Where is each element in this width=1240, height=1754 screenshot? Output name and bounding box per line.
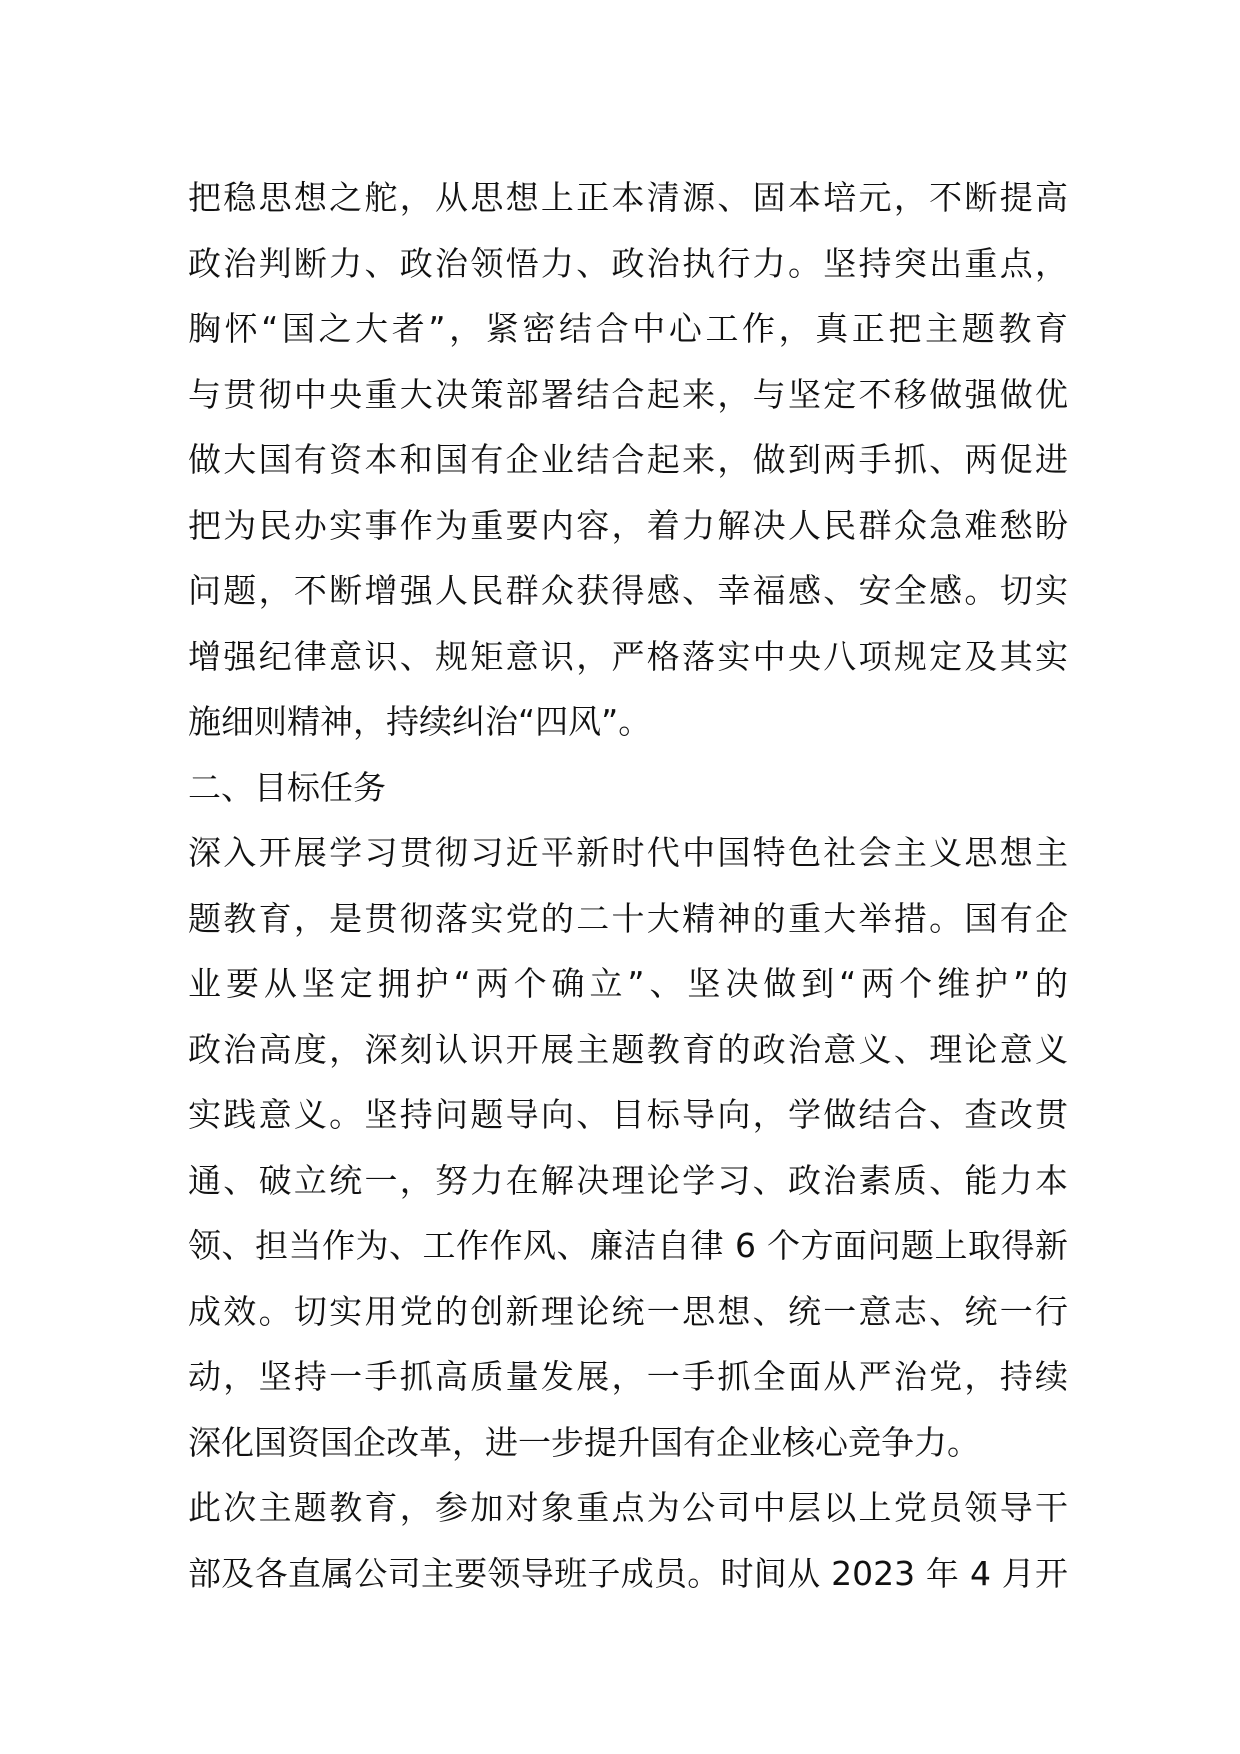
text-line-6: 把为民办实事作为重要内容，着力解决人民群众急难愁盼 (188, 505, 1068, 545)
text-line-20: 深化国资国企改革，进一步提升国有企业核心竞争力。 (188, 1422, 980, 1462)
text-line-2: 政治判断力、政治领悟力、政治执行力。坚持突出重点， (188, 243, 1068, 283)
text-line-7: 问题，不断增强人民群众获得感、幸福感、安全感。切实 (188, 571, 1068, 610)
text-line-11: 深入开展学习贯彻习近平新时代中国特色社会主义思想主 (188, 833, 1068, 872)
text-line-3: 胸怀“国之大者”，紧密结合中心工作，真正把主题教育 (188, 309, 1068, 348)
text-line-18: 成效。切实用党的创新理论统一思想、统一意志、统一行 (188, 1291, 1068, 1331)
text-line-22: 部及各直属公司主要领导班子成员。时间从 2023 年 4 月开 (188, 1553, 1068, 1593)
body-text (188, 165, 1068, 1606)
text-line-8: 增强纪律意识、规矩意识，严格落实中央八项规定及其实 (188, 636, 1068, 676)
text-line-1: 把稳思想之舵，从思想上正本清源、固本培元，不断提高 (188, 178, 1068, 217)
text-line-12: 题教育，是贯彻落实党的二十大精神的重大举措。国有企 (188, 898, 1068, 938)
text-line-15: 实践意义。坚持问题导向、目标导向，学做结合、查改贯 (188, 1095, 1068, 1134)
text-line-9: 施细则精神，持续纠治“四风”。 (188, 702, 652, 741)
text-line-5: 做大国有资本和国有企业结合起来，做到两手抓、两促进 (188, 440, 1068, 479)
text-line-17: 领、担当作为、工作作风、廉洁自律 6 个方面问题上取得新 (188, 1226, 1068, 1265)
text-line-19: 动，坚持一手抓高质量发展，一手抓全面从严治党，持续 (188, 1357, 1068, 1396)
text-line-4: 与贯彻中央重大决策部署结合起来，与坚定不移做强做优 (188, 374, 1068, 414)
text-line-16: 通、破立统一，努力在解决理论学习、政治素质、能力本 (188, 1160, 1068, 1200)
section-heading: 二、目标任务 (188, 767, 386, 807)
text-line-14: 政治高度，深刻认识开展主题教育的政治意义、理论意义 (188, 1029, 1068, 1069)
text-line-21: 此次主题教育，参加对象重点为公司中层以上党员领导干 (188, 1488, 1068, 1527)
text-line-13: 业要从坚定拥护“两个确立”、坚决做到“两个维护”的 (188, 964, 1068, 1003)
